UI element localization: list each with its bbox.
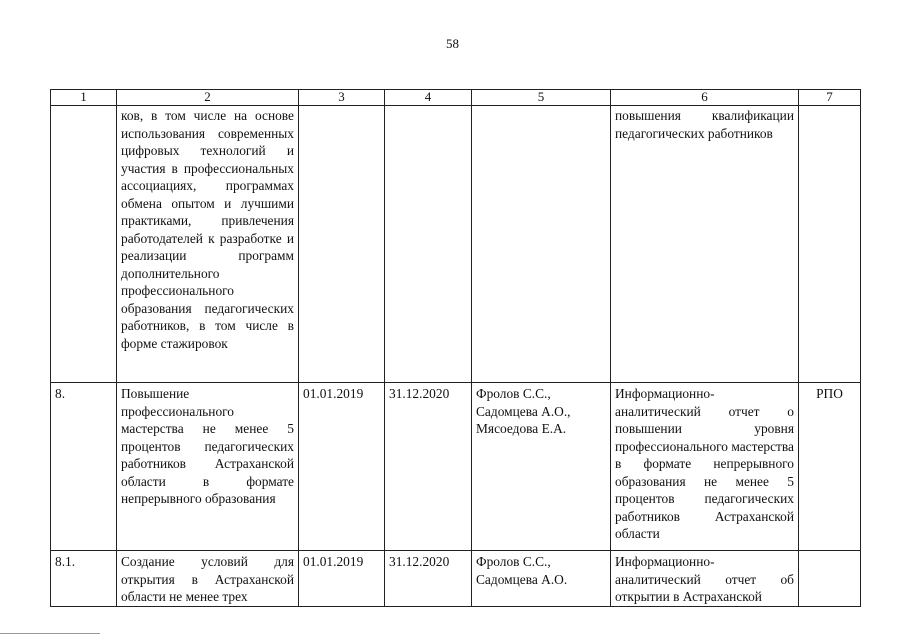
result-cell: Информационно-аналитический отчет о повышении уровня профессионального мастерства в формате непрерывного образования не менее 5 процентов педагогических работников Астраханской области [611, 383, 799, 551]
activity-cell: Создание условий для открытия в Астраханской области не менее трех [117, 551, 299, 607]
header-cell: 5 [472, 90, 611, 106]
activity-cell: ков, в том числе на основе использования современных цифровых технологий и участия в профессиональных ассоциациях, программах обмена опытом и лучшими практиками, привлечения работодателей к разработке и реализации программ дополнительного профессионального образования педагогических работников, в том числе в форме стажировок [117, 106, 299, 383]
start-date-cell: 01.01.2019 [299, 551, 385, 607]
table-header-row [51, 90, 861, 106]
responsible-cell [472, 106, 611, 383]
end-date-cell [385, 106, 472, 383]
start-date-cell: 01.01.2019 [299, 383, 385, 551]
plan-table [50, 89, 861, 607]
header-cell: 7 [799, 90, 861, 106]
type-cell [799, 106, 861, 383]
table-row [51, 383, 861, 551]
end-date-cell: 31.12.2020 [385, 551, 472, 607]
page-bottom-rule [0, 633, 100, 634]
type-cell [799, 551, 861, 607]
page-number: 58 [446, 36, 459, 51]
responsible-cell: Фролов С.С., Садомцева А.О., Мясоедова Е.А. [472, 383, 611, 551]
activity-cell: Повышение профессионального мастерства не менее 5 процентов педагогических работников Астраханской области в формате непрерывного образования [117, 383, 299, 551]
row-number-cell: 8. [51, 383, 117, 551]
start-date-cell [299, 106, 385, 383]
row-number-cell [51, 106, 117, 383]
header-cell: 4 [385, 90, 472, 106]
header-cell: 2 [117, 90, 299, 106]
result-cell: Информационно-аналитический отчет об открытии в Астраханской [611, 551, 799, 607]
header-cell: 1 [51, 90, 117, 106]
type-cell: РПО [799, 383, 861, 551]
table-row [51, 106, 861, 383]
header-cell: 6 [611, 90, 799, 106]
row-number-cell: 8.1. [51, 551, 117, 607]
end-date-cell: 31.12.2020 [385, 383, 472, 551]
result-cell: повышения квалификации педагогических работников [611, 106, 799, 383]
table-row [51, 551, 861, 607]
responsible-cell: Фролов С.С., Садомцева А.О. [472, 551, 611, 607]
header-cell: 3 [299, 90, 385, 106]
